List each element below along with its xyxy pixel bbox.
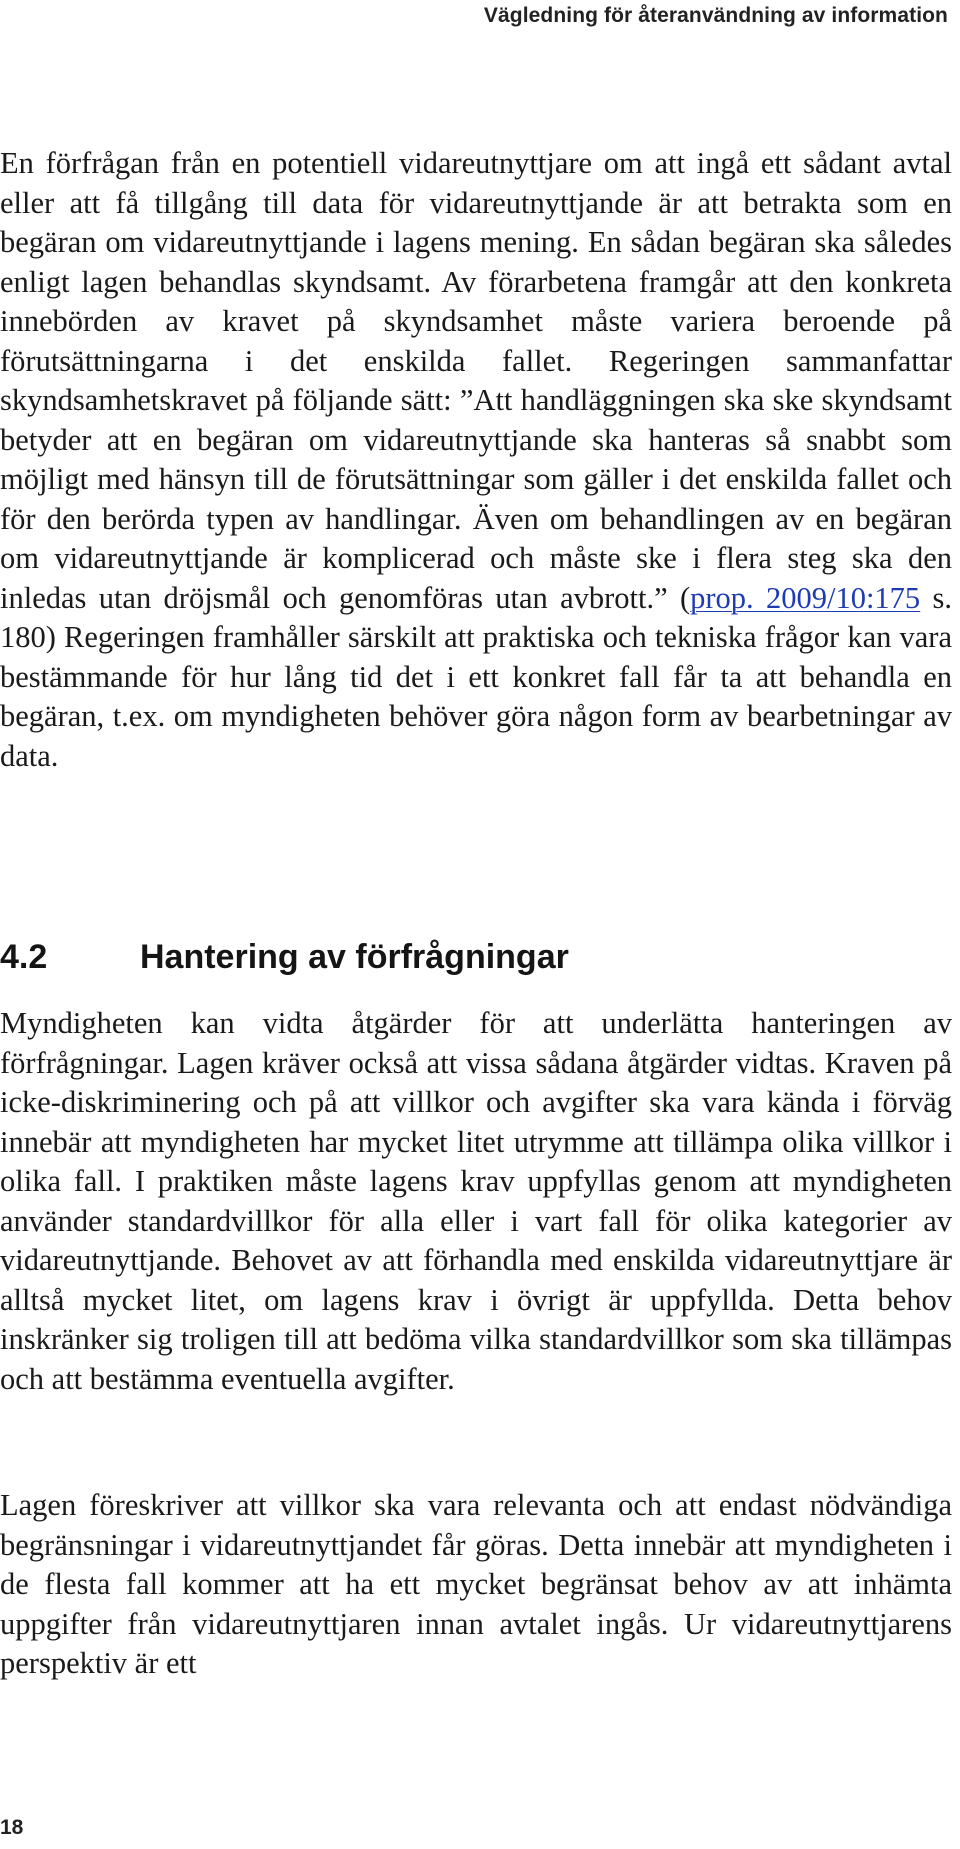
page-number: 18 (0, 1816, 24, 1839)
section-4-2-paragraph-1 (0, 1004, 952, 1399)
section-heading (0, 938, 569, 977)
proposition-link[interactable]: prop. 2009/10:175 (690, 580, 921, 615)
paragraph-text-b: s. 180) Regeringen framhåller särskilt att praktiska och tekniska frågor kan vara bestämmande för hur lång tid det i ett konkret fall får ta att behandla en begäran, t.ex. om myndigheten behöver göra någon form av bearbetningar av data. (0, 580, 953, 773)
paragraph (0, 144, 952, 776)
section-4-2-paragraph-2 (0, 1486, 952, 1684)
paragraph: Myndigheten kan vidta åtgärder för att underlätta hanteringen av förfrågningar. Lagen kräver också att vissa sådana åtgärder vidtas. Kraven på icke-diskriminering och på att villkor och avgifter ska vara kända i förväg innebär att myndigheten har mycket litet utrymme att tillämpa olika villkor i olika fall. I praktiken måste lagens krav uppfyllas genom att myndigheten använder standardvillkor för alla eller i vart fall för olika kategorier av vidareutnyttjande. Behovet av att förhandla med enskilda vidareutnyttjare är alltså mycket litet, om lagens krav i övrigt är uppfyllda. Detta behov inskränker sig troligen till att bedöma vilka standardvillkor som ska tillämpas och att bestämma eventuella avgifter. (0, 1006, 952, 1396)
section-title: Hantering av förfrågningar (140, 938, 569, 976)
paragraph: Lagen föreskriver att villkor ska vara relevanta och att endast nödvändiga begränsningar i vidareutnyttjandet får göras. Detta innebär att myndigheten i de flesta fall kommer att ha ett mycket begränsat behov av att inhämta uppgifter från vidareutnyttjaren innan avtalet ingås. Ur vidareutnyttjarens perspektiv är ett (0, 1488, 952, 1680)
paragraph-text-a: En förfrågan från en potentiell vidareutnyttjare om att ingå ett sådant avtal eller att få tillgång till data för vidareutnyttjande är att betrakta som en begäran om vidareutnyttjande i lagens mening. En sådan begäran ska således enligt lagen behandlas skyndsamt. Av förarbetena framgår att den konkreta innebörden av kravet på skyndsamhet måste variera beroende på förutsättningarna i det enskilda fallet. Regeringen sammanfattar skyndsamhetskravet på följande sätt: ”Att handläggningen ska ske skyndsamt betyder att en begäran om vidareutnyttjande ska hanteras så snabbt som möjligt med hänsyn till de förutsättningar som gäller i det enskilda fallet och för den berörda typen av handlingar. Även om behandlingen av en begäran om vidareutnyttjande är komplicerad och måste ske i flera steg ska den inledas utan dröjsmål och genomföras utan avbrott.” ( (0, 146, 952, 615)
running-header: Vägledning för återanvändning av information (483, 4, 948, 27)
section-number: 4.2 (0, 938, 48, 976)
section-4-1-body (0, 144, 952, 776)
